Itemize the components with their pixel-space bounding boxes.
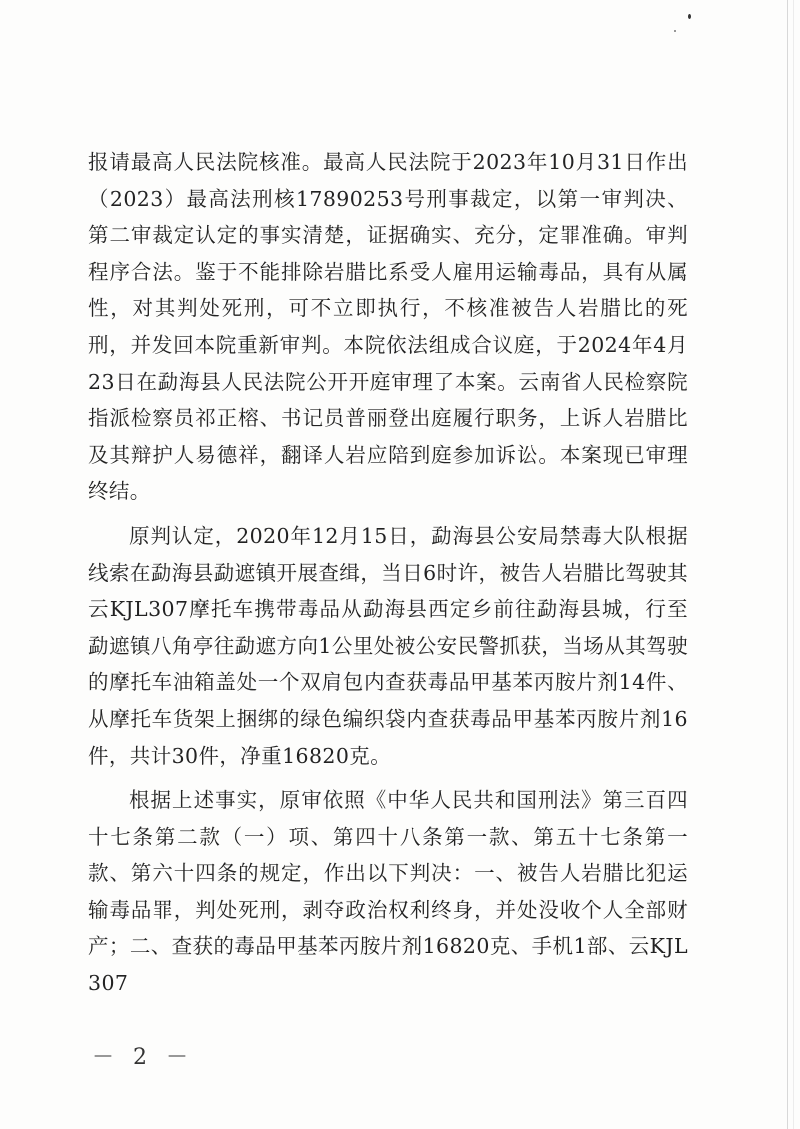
- scan-speck: [688, 14, 691, 19]
- scan-edge-line: [793, 0, 794, 1129]
- page-number: － 2 －: [92, 1045, 194, 1070]
- paragraph-continuation: 报请最高人民法院核准。最高人民法院于2023年10月31日作出（2023）最高法刑核17890253号刑事裁定，以第一审判决、第二审裁定认定的事实清楚，证据确实、充分，定罪准确。审判程序合法。鉴于不能排除岩腊比系受人雇用运输毒品，具有从属性，对其判处死刑，可不立即执行，不核准被告人岩腊比的死刑，并发回本院重新审判。本院依法组成合议庭，于2024年4月23日在勐海县人民法院公开开庭审理了本案。云南省人民检察院指派检察员祁正榕、书记员普丽登出庭履行职务，上诉人岩腊比及其辩护人易德祥，翻译人岩应陪到庭参加诉讼。本案现已审理终结。: [88, 150, 688, 504]
- scan-edge-line: [787, 0, 788, 1129]
- scan-speck: [674, 30, 676, 32]
- document-body: [88, 144, 688, 1002]
- paragraph-judgment: 根据上述事实，原审依照《中华人民共和国刑法》第三百四十七条第二款（一）项、第四十八条第一款、第五十七条第一款、第六十四条的规定，作出以下判决：一、被告人岩腊比犯运输毒品罪，判处死刑，剥夺政治权利终身，并处没收个人全部财产；二、查获的毒品甲基苯丙胺片剂16820克、手机1部、云KJL307: [88, 788, 688, 996]
- paragraph-facts: 原判认定，2020年12月15日，勐海县公安局禁毒大队根据线索在勐海县勐遮镇开展查缉，当日6时许，被告人岩腊比驾驶其云KJL307摩托车携带毒品从勐海县西定乡前往勐海县城，行至勐遮镇八角亭往勐遮方向1公里处被公安民警抓获，当场从其驾驶的摩托车油箱盖处一个双肩包内查获毒品甲基苯丙胺片剂14件、从摩托车货架上捆绑的绿色编织袋内查获毒品甲基苯丙胺片剂16件，共计30件，净重16820克。: [88, 523, 688, 768]
